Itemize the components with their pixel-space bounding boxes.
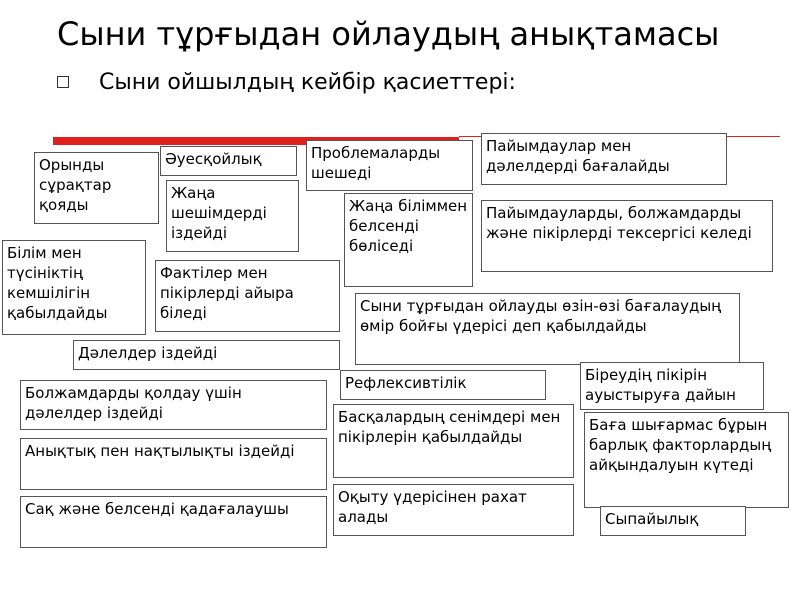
trait-box: Фактілер мен пікірлерді айыра біледі bbox=[155, 260, 340, 332]
trait-box: Сыни тұрғыдан ойлауды өзін-өзі бағалаудың өмір бойғы үдерісі деп қабылдайды bbox=[355, 293, 740, 365]
trait-box: Әуесқойлық bbox=[160, 146, 297, 176]
trait-box: Сақ және белсенді қадағалаушы bbox=[20, 496, 327, 548]
slide-title: Сыни тұрғыдан ойлаудың анықтамасы bbox=[57, 15, 720, 53]
subtitle: Сыни ойшылдың кейбір қасиеттері: bbox=[99, 69, 516, 95]
trait-box: Біреудің пікірін ауыстыруға дайын bbox=[580, 362, 764, 410]
trait-box: Орынды сұрақтар қояды bbox=[34, 152, 159, 224]
trait-box: Баға шығармас бұрын барлық факторлардың айқындалуын күтеді bbox=[584, 412, 789, 508]
trait-box: Басқалардың сенімдері мен пікірлерін қабылдайды bbox=[333, 404, 574, 478]
trait-box: Жаңа біліммен белсенді бөліседі bbox=[344, 193, 473, 287]
trait-box: Проблемаларды шешеді bbox=[306, 140, 473, 191]
trait-box: Сыпайылық bbox=[600, 506, 746, 536]
trait-box: Білім мен түсініктің кемшілігін қабылдайды bbox=[2, 240, 146, 335]
trait-box: Анықтық пен нақтылықты іздейді bbox=[20, 438, 327, 490]
square-bullet-icon bbox=[57, 76, 69, 88]
subtitle-row bbox=[57, 66, 516, 98]
trait-box: Пайымдаулар мен дәлелдерді бағалайды bbox=[481, 133, 727, 185]
trait-box: Оқыту үдерісінен рахат алады bbox=[333, 484, 574, 536]
trait-box: Дәлелдер іздейді bbox=[73, 340, 340, 370]
trait-box: Пайымдауларды, болжамдарды және пікірлерді тексергісі келеді bbox=[481, 200, 773, 272]
trait-box: Рефлексивтілік bbox=[340, 370, 546, 400]
trait-box: Болжамдарды қолдау үшін дәлелдер іздейді bbox=[20, 380, 327, 430]
trait-box: Жаңа шешімдерді іздейді bbox=[166, 180, 299, 252]
